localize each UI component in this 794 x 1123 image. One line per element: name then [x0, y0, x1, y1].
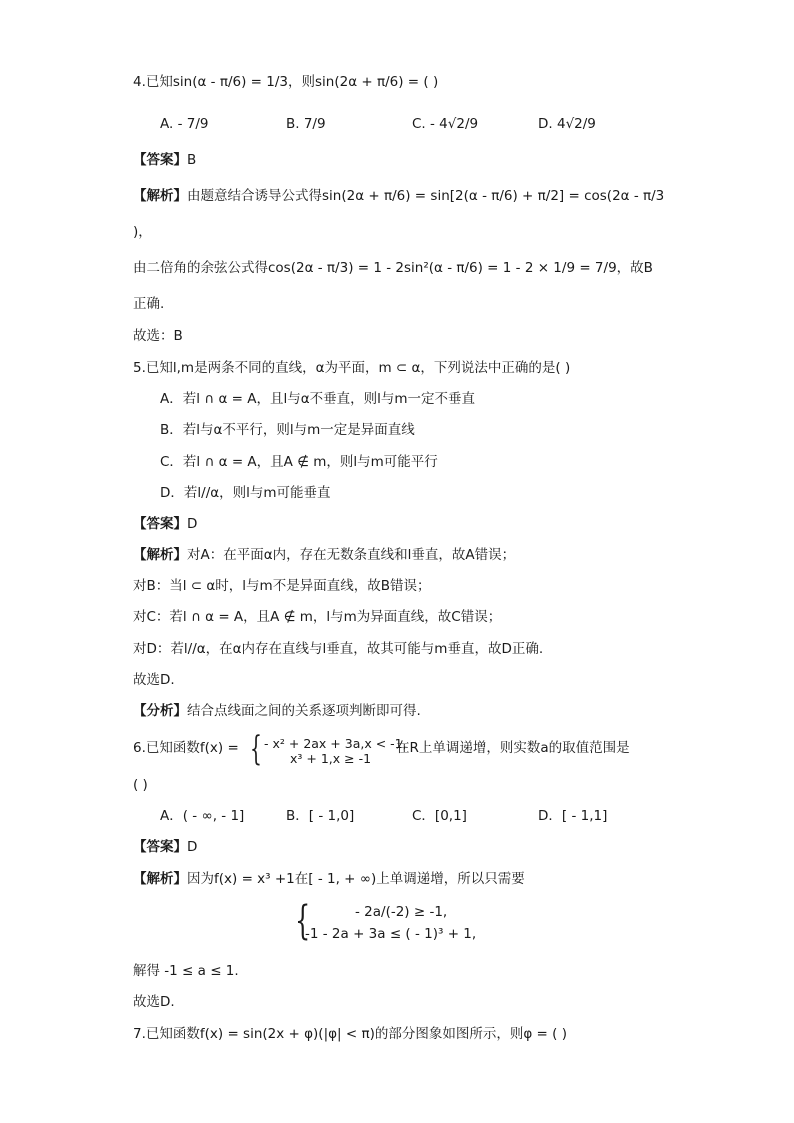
- q6-piece-1: - x² + 2ax + 3a,x < -1,: [264, 736, 407, 751]
- q6-system: [295, 898, 545, 948]
- answer-tag: 【答案】: [133, 152, 187, 168]
- q6-analysis-line-1: [133, 869, 693, 889]
- q6-option-d: D．[ - 1,1]: [538, 808, 608, 824]
- q6-analysis-line-2: 解得 -1 ≤ a ≤ 1.: [133, 963, 239, 979]
- q4-answer: [133, 150, 693, 170]
- q6-option-c: C．[0,1]: [412, 808, 467, 824]
- analysis-text: 由题意结合诱导公式得sin(2α + π/6) = sin[2(α - π/6) + π/2] = cos(2α - π/3: [187, 188, 665, 204]
- q4-analysis-line-4: 正确.: [133, 296, 165, 312]
- q6-stem-tail: ( ): [133, 777, 148, 793]
- q4-analysis-line-2: )，: [133, 224, 152, 240]
- q4-option-d: D. 4√2/9: [538, 116, 596, 132]
- q6-piece-2: x³ + 1,x ≥ -1: [290, 751, 372, 766]
- q5-answer: [133, 514, 693, 534]
- q5-analysis-line-4: 对D：若l//α，在α内存在直线与l垂直，故其可能与m垂直，故D正确.: [133, 641, 544, 657]
- q5-analysis-line-1: [133, 545, 693, 565]
- q6-stem-prefix: 6.已知函数f(x) =: [133, 740, 239, 756]
- note-text: 结合点线面之间的关系逐项判断即可得.: [187, 703, 421, 719]
- q6-system-row-1: - 2a/(-2) ≥ -1,: [355, 904, 448, 920]
- q5-option-c: C．若l ∩ α = A，且A ∉ m，则l与m可能平行: [160, 454, 438, 470]
- q5-option-b: B．若l与α不平行，则l与m一定是异面直线: [160, 422, 415, 438]
- q6-system-row-2: -1 - 2a + 3a ≤ ( - 1)³ + 1,: [305, 926, 477, 942]
- answer-value: D: [187, 839, 198, 855]
- answer-value: D: [187, 516, 198, 532]
- analysis-tag: 【解析】: [133, 547, 187, 563]
- q6-option-a: A．( - ∞, - 1]: [160, 808, 245, 824]
- answer-value: B: [187, 152, 197, 168]
- answer-tag: 【答案】: [133, 839, 187, 855]
- q7-stem: 7.已知函数f(x) = sin(2x + φ)(|φ| < π)的部分图象如图所示，则φ = ( ): [133, 1026, 567, 1042]
- q5-note: [133, 701, 693, 721]
- q5-stem: 5.已知l,m是两条不同的直线，α为平面，m ⊂ α，下列说法中正确的是( ): [133, 360, 571, 376]
- q6-stem-suffix: 在R上单调递增，则实数a的取值范围是: [396, 740, 630, 756]
- analysis-text: 对A：在平面α内，存在无数条直线和l垂直，故A错误；: [187, 547, 516, 563]
- q4-analysis-line-1: [133, 186, 693, 206]
- q5-option-d: D．若l//α，则l与m可能垂直: [160, 485, 331, 501]
- q4-stem: 4.已知sin(α - π/6) = 1/3，则sin(2α + π/6) = ( ): [133, 74, 439, 90]
- q6-conclusion: 故选D.: [133, 994, 175, 1010]
- q6-option-b: B．[ - 1,0]: [286, 808, 355, 824]
- analysis-tag: 【解析】: [133, 188, 187, 204]
- q5-analysis-line-3: 对C：若l ∩ α = A，且A ∉ m，l与m为异面直线，故C错误；: [133, 609, 502, 625]
- q5-option-a: A．若l ∩ α = A，且l与α不垂直，则l与m一定不垂直: [160, 391, 476, 407]
- analysis-tag: 【解析】: [133, 871, 187, 887]
- q5-analysis-line-2: 对B：当l ⊂ α时，l与m不是异面直线，故B错误；: [133, 578, 431, 594]
- answer-tag: 【答案】: [133, 516, 187, 532]
- q4-option-b: B. 7/9: [286, 116, 326, 132]
- analysis-text: 因为f(x) = x³ +1在[ - 1, + ∞)上单调递增，所以只需要: [187, 871, 525, 887]
- q6-piecewise: [250, 729, 407, 769]
- left-brace: {: [250, 729, 262, 769]
- q6-answer: [133, 837, 693, 857]
- left-brace: {: [295, 898, 311, 944]
- q4-analysis-line-3: 由二倍角的余弦公式得cos(2α - π/3) = 1 - 2sin²(α - π/6) = 1 - 2 × 1/9 = 7/9，故B: [133, 260, 653, 276]
- q4-option-a: A. - 7/9: [160, 116, 209, 132]
- note-tag: 【分析】: [133, 703, 187, 719]
- q4-option-c: C. - 4√2/9: [412, 116, 479, 132]
- q4-conclusion: 故选：B: [133, 328, 183, 344]
- q5-conclusion: 故选D.: [133, 672, 175, 688]
